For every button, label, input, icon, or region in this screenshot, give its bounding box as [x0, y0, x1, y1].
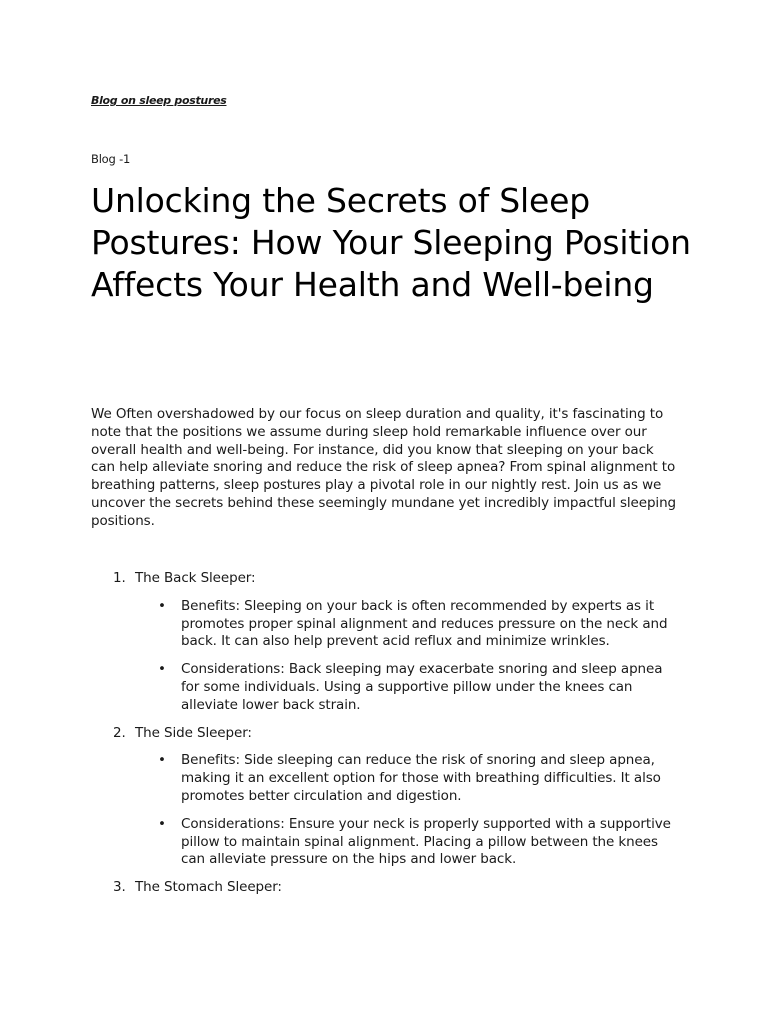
- section-heading-text: The Stomach Sleeper:: [135, 879, 282, 896]
- bullet-icon: •: [158, 597, 166, 614]
- list-number: 3.: [113, 879, 126, 896]
- section-heading: [91, 725, 691, 743]
- section-heading-text: The Side Sleeper:: [135, 724, 252, 741]
- sub-item-text: Benefits: Sleeping on your back is often recommended by experts as it promotes proper spinal alignment and reduces pressure on the neck and back. It can also help prevent acid reflux and minimize wrinkles.: [181, 597, 668, 650]
- blog-header-label: Blog on sleep postures: [91, 94, 227, 107]
- sub-item-text: Considerations: Back sleeping may exacerbate snoring and sleep apnea for some individuals. Using a supportive pillow under the knees can alleviate lower back strain.: [181, 661, 663, 713]
- section-heading-text: The Back Sleeper:: [135, 570, 256, 586]
- sub-item-text: Benefits: Side sleeping can reduce the risk of snoring and sleep apnea, making it an excellent option for those with breathing difficulties. It also promotes better circulation and digestion.: [181, 752, 661, 804]
- intro-paragraph: We Often overshadowed by our focus on sleep duration and quality, it's fascinating to note that the positions we assume during sleep hold remarkable influence over our overall health and well-being. For instance, did you know that sleeping on your back can help alleviate snoring and reduce the risk of sleep apnea? From spinal alignment to breathing patterns, sleep postures play a pivotal role in our nightly rest. Join us as we uncover the secrets behind these seemingly mundane yet incredibly impactful sleeping positions.: [91, 406, 677, 529]
- bullet-icon: •: [158, 752, 166, 769]
- list-item: [91, 570, 691, 715]
- bullet-icon: •: [158, 815, 166, 832]
- sub-list-item: [91, 752, 681, 805]
- sub-list: [91, 598, 691, 715]
- list-number: 2.: [113, 724, 126, 741]
- section-heading: [91, 570, 691, 588]
- list-item: [91, 879, 691, 897]
- sleep-positions-list: [91, 570, 691, 907]
- sub-list-item: [91, 598, 681, 651]
- page-title: Unlocking the Secrets of Sleep Postures: How Your Sleeping Position Affects Your Health and Well-being: [91, 181, 691, 304]
- sub-list: [91, 752, 691, 869]
- sub-list-item: [91, 661, 681, 714]
- bullet-icon: •: [158, 661, 166, 678]
- sub-item-text: Considerations: Ensure your neck is properly supported with a supportive pillow to maintain spinal alignment. Placing a pillow between the knees can alleviate pressure on the hips and lower back.: [181, 815, 671, 868]
- list-number: 1.: [113, 570, 126, 586]
- blog-number: Blog -1: [91, 152, 131, 166]
- list-item: [91, 725, 691, 870]
- section-heading: [91, 879, 691, 897]
- sub-list-item: [91, 816, 681, 869]
